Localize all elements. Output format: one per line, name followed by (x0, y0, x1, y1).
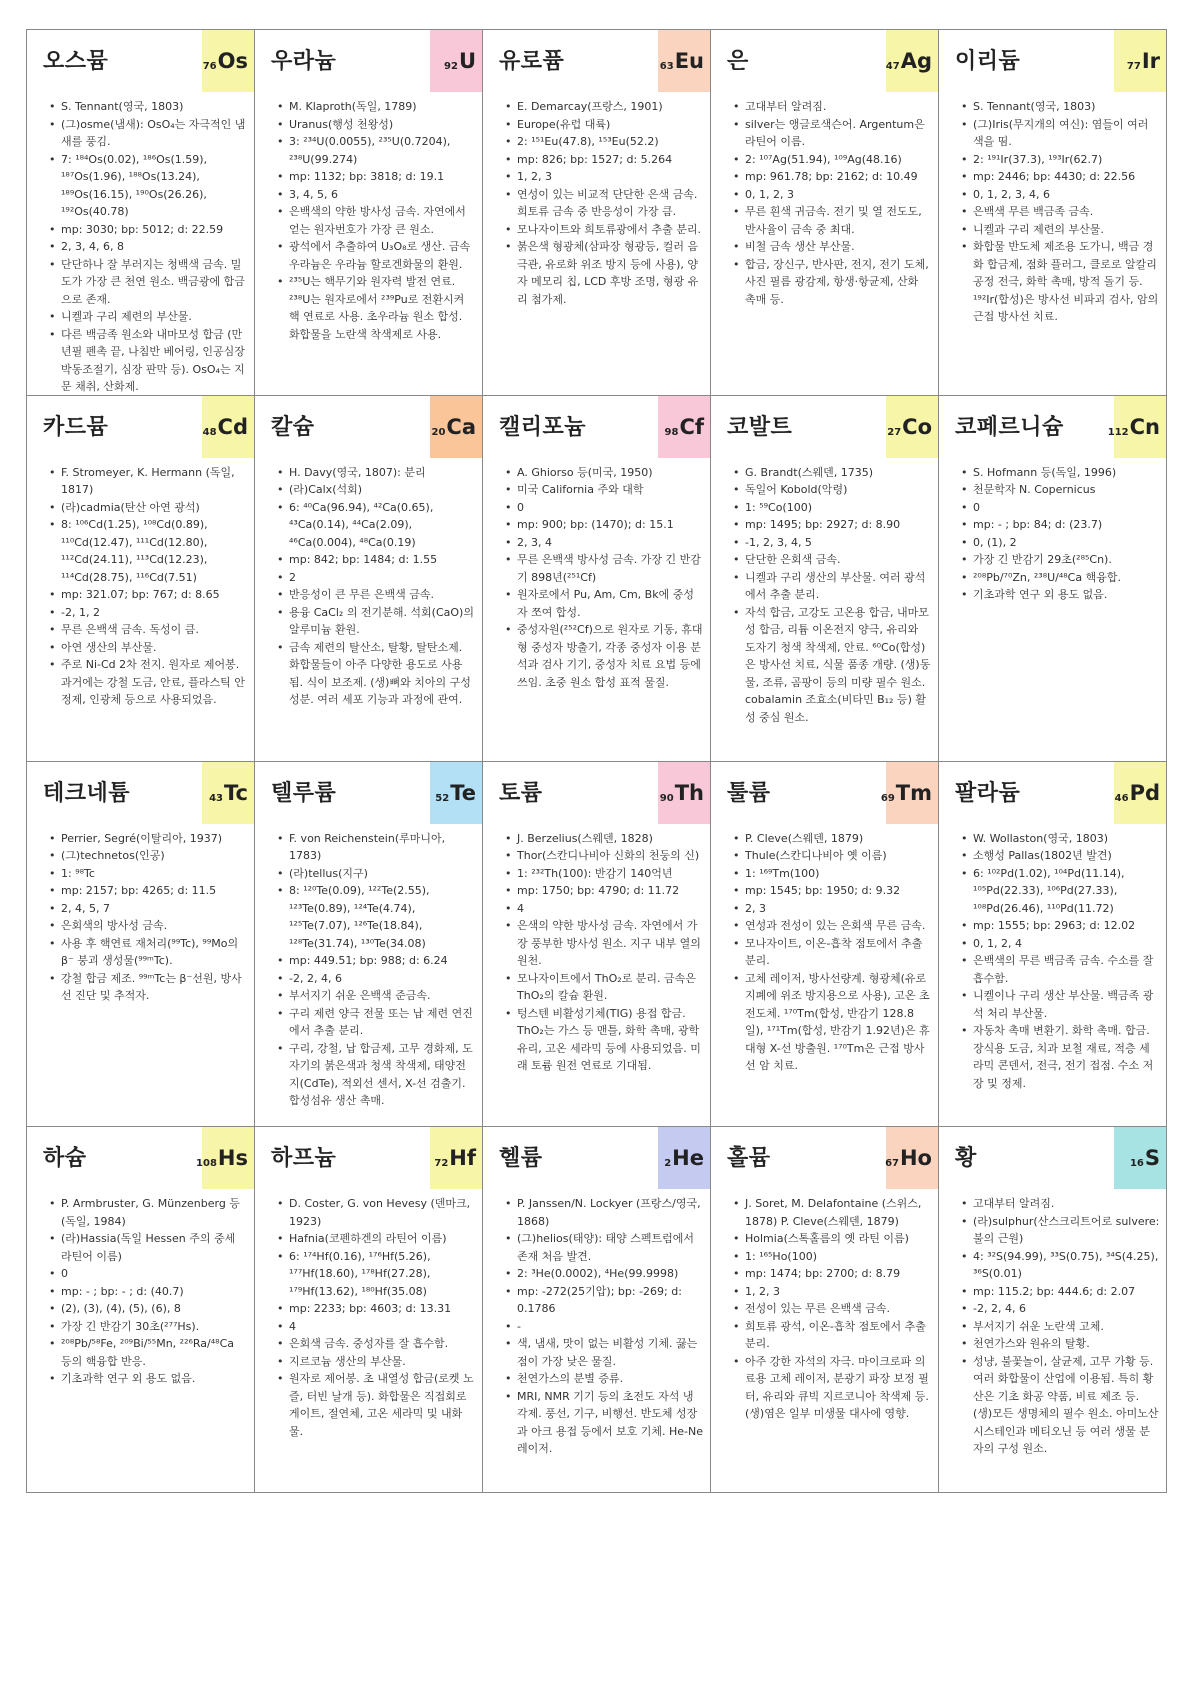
element-fact: • 주로 Ni-Cd 2차 전지. 원자로 제어봉. 과거에는 강철 도금, 안료, 플라스틱 안정제, 인광체 등으로 사용되었음. (49, 656, 248, 709)
element-name: 캘리포늄 (499, 414, 587, 440)
element-fact: • 모나자이트에서 ThO₂로 분리. 금속은 ThO₂의 칼슘 환원. (505, 970, 704, 1005)
element-facts-list (255, 98, 476, 343)
element-facts-list (939, 830, 1160, 1093)
element-fact: • J. Soret, M. Delafontaine (스위스, 1878) P. Cleve(스웨덴, 1879) (733, 1195, 932, 1230)
element-card (939, 1127, 1167, 1493)
element-card (483, 30, 711, 396)
element-fact: • 무른 흰색 귀금속. 전기 및 열 전도도, 반사율이 금속 중 최대. (733, 203, 932, 238)
element-fact: • -2, 2, 4, 6 (277, 970, 476, 988)
element-name: 하프늄 (271, 1146, 337, 1172)
element-fact: • 8: ¹⁰⁶Cd(1.25), ¹⁰⁸Cd(0.89), ¹¹⁰Cd(12.47), ¹¹¹Cd(12.80), ¹¹²Cd(24.11), ¹¹³Cd(12.23), ¹¹⁴Cd(28.75), ¹¹⁶Cd(7.51) (49, 516, 248, 586)
element-fact: • S. Tennant(영국, 1803) (961, 98, 1160, 116)
element-fact: • mp: 321.07; bp: 767; d: 8.65 (49, 586, 248, 604)
element-fact: • 구리, 강철, 납 합금제, 고무 경화제, 도자기의 붉은색과 청색 착색제, 태양전지(CdTe), 적외선 센서, X-선 검출기. 합성섬유 생산 촉매. (277, 1040, 476, 1110)
element-name: 코페르니슘 (955, 414, 1064, 440)
element-symbol: Eu (674, 49, 704, 73)
element-fact: • (라)Hassia(독일 Hessen 주의 중세 라틴어 이름) (49, 1230, 248, 1265)
element-fact: • 부서지기 쉬운 은백색 준금속. (277, 987, 476, 1005)
element-symbol: Pd (1129, 780, 1160, 805)
element-fact: • 사용 후 핵연료 재처리(⁹⁹Tc), ⁹⁹Mo의 β⁻ 붕괴 생성물(⁹⁹ᵐTc). (49, 935, 248, 970)
element-symbol-box (196, 1127, 254, 1189)
element-fact: • mp: 961.78; bp: 2162; d: 10.49 (733, 168, 932, 186)
element-fact: • mp: 842; bp: 1484; d: 1.55 (277, 551, 476, 569)
element-facts-list (27, 1195, 248, 1388)
element-fact: • 고대부터 알려짐. (733, 98, 932, 116)
element-card (255, 396, 483, 762)
element-fact: • mp: 1474; bp: 2700; d: 8.79 (733, 1265, 932, 1283)
atomic-number: 2 (664, 1158, 672, 1170)
element-name: 은 (727, 49, 749, 74)
element-name: 툴륨 (727, 780, 771, 806)
element-symbol: Os (217, 49, 248, 73)
element-fact: • 강철 합금 제조. ⁹⁹ᵐTc는 β⁻선원, 방사선 진단 및 추적자. (49, 970, 248, 1005)
element-fact: • -2, 1, 2 (49, 604, 248, 622)
element-fact: • mp: 2446; bp: 4430; d: 22.56 (961, 168, 1160, 186)
element-symbol-box (658, 396, 710, 458)
element-fact: • 0, 1, 2, 4 (961, 935, 1160, 953)
element-fact: • mp: 1750; bp: 4790; d: 11.72 (505, 882, 704, 900)
element-fact: • (2), (3), (4), (5), (6), 8 (49, 1300, 248, 1318)
element-fact: • S. Hofmann 등(독일, 1996) (961, 464, 1160, 482)
element-symbol: Te (450, 780, 476, 805)
element-fact: • (그)technetos(인공) (49, 847, 248, 865)
element-fact: • M. Klaproth(독일, 1789) (277, 98, 476, 116)
element-symbol-box (658, 1127, 710, 1189)
element-card-grid (26, 29, 1167, 1493)
atomic-number: 27 (887, 426, 902, 438)
element-name: 황 (955, 1146, 977, 1172)
element-fact: • 기초과학 연구 외 용도 없음. (49, 1370, 248, 1388)
element-fact: • 붉은색 형광체(삼파장 형광등, 컬러 음극관, 유로화 위조 방지 등에 사용), 양자 메모리 칩, LCD 후방 조명, 형광 유리 첨가제. (505, 238, 704, 308)
element-fact: • (라)sulphur(산스크리트어로 sulvere: 불의 근원) (961, 1213, 1160, 1248)
element-fact: • 0 (49, 1265, 248, 1283)
element-name: 텔루륨 (271, 780, 337, 806)
element-symbol: Hs (217, 1146, 248, 1171)
element-facts-list (483, 1195, 704, 1458)
element-fact: • 6: ⁴⁰Ca(96.94), ⁴²Ca(0.65), ⁴³Ca(0.14), ⁴⁴Ca(2.09), ⁴⁶Ca(0.004), ⁴⁸Ca(0.19) (277, 499, 476, 552)
element-fact: • 3, 4, 5, 6 (277, 186, 476, 204)
element-fact: • H. Davy(영국, 1807): 분리 (277, 464, 476, 482)
element-symbol: S (1144, 1146, 1160, 1171)
atomic-number: 48 (202, 426, 217, 438)
element-card (483, 762, 711, 1128)
element-fact: • 니켈이나 구리 생산 부산물. 백금족 광석 처리 부산물. (961, 987, 1160, 1022)
element-card (27, 30, 255, 396)
element-symbol: Ca (446, 414, 476, 439)
element-name: 칼슘 (271, 414, 315, 440)
element-fact: • 자석 합금, 고강도 고온용 합금, 내마모성 합금, 리튬 이온전지 양극, 유리와 도자기 청색 착색제, 안료. ⁶⁰Co(합성)은 방사선 치료, 식물 품종 개량. (생)동물, 조류, 곰팡이 등의 미량 필수 원소. cobalamin 조효소(비타민 B₁₂ 등) 활성 중심 원소. (733, 604, 932, 727)
element-fact: • 지르코늄 생산의 부산물. (277, 1353, 476, 1371)
element-symbol-box (886, 30, 938, 92)
element-facts-list (483, 464, 704, 692)
element-fact: • 아주 강한 자석의 자극. 마이크로파 의료용 고체 레이저, 분광기 파장 보정 필터, 유리와 큐빅 지르코니아 착색제 등. (생)염은 일부 미생물 대사에 영향. (733, 1353, 932, 1423)
atomic-number: 92 (444, 61, 458, 72)
element-fact: • (그)helios(태양): 태양 스펙트럼에서 존재 처음 발견. (505, 1230, 704, 1265)
element-facts-list (483, 830, 704, 1075)
element-symbol-box (430, 762, 482, 824)
element-fact: • (그)osme(냄새): OsO₄는 자극적인 냄새를 풍김. (49, 116, 248, 151)
element-facts-list (255, 1195, 476, 1440)
element-facts-list (483, 98, 704, 308)
element-fact: • 4 (277, 1318, 476, 1336)
element-fact: • 비철 금속 생산 부산물. (733, 238, 932, 256)
element-fact: • 원자로 제어봉. 초 내열성 합금(로켓 노즐, 터빈 날개 등). 화합물은 직접회로 게이트, 절연체, 고온 세라믹 및 내화물. (277, 1370, 476, 1440)
element-name: 카드뮴 (43, 414, 109, 440)
element-card (255, 762, 483, 1128)
element-fact: • 모나자이트, 이온-흡착 점토에서 추출 분리. (733, 935, 932, 970)
element-fact: • mp: -272(25기압); bp: -269; d: 0.1786 (505, 1283, 704, 1318)
element-fact: • 1: ⁹⁸Tc (49, 865, 248, 883)
element-fact: • 광석에서 추출하여 U₃O₈로 생산. 금속 우라늄은 우라늄 할로겐화물의 환원. (277, 238, 476, 273)
element-fact: • 6: ¹⁰²Pd(1.02), ¹⁰⁴Pd(11.14), ¹⁰⁵Pd(22.33), ¹⁰⁶Pd(27.33), ¹⁰⁸Pd(26.46), ¹¹⁰Pd(11.72) (961, 865, 1160, 918)
element-fact: • 니켈과 구리 제련의 부산물. (49, 308, 248, 326)
element-fact: • 2: ¹⁹¹Ir(37.3), ¹⁹³Ir(62.7) (961, 151, 1160, 169)
element-fact: • A. Ghiorso 등(미국, 1950) (505, 464, 704, 482)
element-fact: • 색, 냄새, 맛이 없는 비활성 기체. 끓는점이 가장 낮은 물질. (505, 1335, 704, 1370)
element-symbol: Ir (1141, 49, 1160, 73)
element-symbol: Cf (679, 414, 704, 439)
element-fact: • 기초과학 연구 외 용도 없음. (961, 586, 1160, 604)
element-fact: • 2, 3, 4, 6, 8 (49, 238, 248, 256)
element-fact: • silver는 앵글로색슨어. Argentum은 라틴어 이름. (733, 116, 932, 151)
element-fact: • 성냥, 불꽃놀이, 살균제, 고무 가황 등. 여러 화합물이 산업에 이용됨. 특히 황산은 기초 화공 약품, 비료 제조 등. (생)모든 생명체의 필수 원소. 아미노산 시스테인과 메티오닌 등 여러 생물 분자의 구성 원소. (961, 1353, 1160, 1458)
element-fact: • 1: ⁵⁹Co(100) (733, 499, 932, 517)
element-name: 이리듐 (955, 49, 1021, 74)
element-symbol-box (430, 30, 482, 92)
element-fact: • Thor(스칸디나비아 신화의 천둥의 신) (505, 847, 704, 865)
element-fact: • mp: 449.51; bp: 988; d: 6.24 (277, 952, 476, 970)
element-symbol-box (202, 396, 254, 458)
atomic-number: 43 (209, 792, 224, 804)
element-fact: • 아연 생산의 부산물. (49, 639, 248, 657)
element-fact: • 텅스텐 비활성기체(TIG) 용접 합금. ThO₂는 가스 등 맨틀, 화학 촉매, 광학 유리, 고온 세라믹 등에 사용되었음. 미래 토륨 원전 연료로 기대됨. (505, 1005, 704, 1075)
atomic-number: 77 (1126, 61, 1141, 72)
element-fact: • 4 (505, 900, 704, 918)
element-fact: • (그)Iris(무지개의 여신): 염들이 여러 색을 띰. (961, 116, 1160, 151)
element-fact: • Thule(스칸디나비아 옛 이름) (733, 847, 932, 865)
element-symbol-box (880, 762, 938, 824)
element-fact: • F. von Reichenstein(루마니아, 1783) (277, 830, 476, 865)
element-fact: • 화합물 반도체 제조용 도가니, 백금 경화 합금제, 점화 플러그, 클로로 알칼리 공정 전극, 화학 촉매, 방적 돌기 등. ¹⁹²Ir(합성)은 방사선 비파괴 검사, 암의 근접 방사선 치료. (961, 238, 1160, 326)
element-facts-list (939, 1195, 1160, 1458)
element-fact: • P. Cleve(스웨덴, 1879) (733, 830, 932, 848)
element-symbol: Cd (217, 414, 248, 439)
element-card (255, 1127, 483, 1493)
element-fact: • (라)cadmia(탄산 아연 광석) (49, 499, 248, 517)
atomic-number: 72 (434, 1158, 449, 1170)
element-fact: • 0 (961, 499, 1160, 517)
element-fact: • - (505, 1318, 704, 1336)
element-facts-list (939, 464, 1160, 604)
element-fact: • 0, 1, 2, 3 (733, 186, 932, 204)
element-symbol: U (458, 49, 476, 73)
element-symbol-box (658, 30, 710, 92)
element-fact: • 합금, 장신구, 반사판, 전지, 전기 도체, 사진 필름 광감제, 항생·항균제, 산화 촉매 등. (733, 256, 932, 309)
element-fact: • mp: 826; bp: 1527; d: 5.264 (505, 151, 704, 169)
element-fact: • mp: - ; bp: - ; d: (40.7) (49, 1283, 248, 1301)
element-fact: • MRI, NMR 기기 등의 초전도 자석 냉각제. 풍선, 기구, 비행선. 반도체 성장과 아크 용접 등에서 보호 기체. He-Ne 레이저. (505, 1388, 704, 1458)
element-symbol-box (1114, 1127, 1166, 1189)
atomic-number: 112 (1107, 426, 1129, 438)
element-fact: • E. Demarcay(프랑스, 1901) (505, 98, 704, 116)
element-fact: • 금속 제련의 탈산소, 탈황, 탈탄소제. 화합물들이 아주 다양한 용도로 사용됨. 식이 보조제. (생)뼈와 치아의 구성 성분. 여러 세포 기능과 과정에 관여. (277, 639, 476, 709)
element-fact: • 4: ³²S(94.99), ³³S(0.75), ³⁴S(4.25), ³⁶S(0.01) (961, 1248, 1160, 1283)
element-name: 팔라듐 (955, 780, 1021, 806)
element-card (711, 30, 939, 396)
atomic-number: 20 (431, 426, 446, 438)
element-fact: • mp: 1555; bp: 2963; d: 12.02 (961, 917, 1160, 935)
element-name: 오스뮴 (43, 49, 109, 74)
element-fact: • 은백색의 약한 방사성 금속. 자연에서 얻는 원자번호가 가장 큰 원소. (277, 203, 476, 238)
element-fact: • mp: 3030; bp: 5012; d: 22.59 (49, 221, 248, 239)
element-fact: • mp: - ; bp: 84; d: (23.7) (961, 516, 1160, 534)
element-symbol-box (886, 396, 938, 458)
element-fact: • 소행성 Pallas(1802년 발견) (961, 847, 1160, 865)
element-fact: • Holmia(스톡홀름의 옛 라틴 이름) (733, 1230, 932, 1248)
atomic-number: 98 (664, 426, 679, 438)
element-fact: • G. Brandt(스웨덴, 1735) (733, 464, 932, 482)
element-fact: • 2: ³He(0.0002), ⁴He(99.9998) (505, 1265, 704, 1283)
element-fact: • P. Armbruster, G. Münzenberg 등 (독일, 1984) (49, 1195, 248, 1230)
element-fact: • 가장 긴 반감기 29초(²⁸⁵Cn). (961, 551, 1160, 569)
element-symbol-box (658, 762, 710, 824)
element-symbol-box (1107, 396, 1166, 458)
element-name: 하슘 (43, 1146, 87, 1172)
element-card (483, 1127, 711, 1493)
element-fact: • 은회색 금속. 중성자를 잘 흡수함. (277, 1335, 476, 1353)
element-fact: • 은색의 약한 방사성 금속. 자연에서 가장 풍부한 방사성 원소. 지구 내부 열의 원천. (505, 917, 704, 970)
element-card (939, 30, 1167, 396)
element-fact: • 전성이 있는 무른 은백색 금속. (733, 1300, 932, 1318)
element-fact: • 0, (1), 2 (961, 534, 1160, 552)
element-symbol-box (430, 396, 482, 458)
element-symbol: Th (674, 780, 704, 805)
element-fact: • 연성과 전성이 있는 은회색 무른 금속. (733, 917, 932, 935)
element-card (711, 1127, 939, 1493)
element-fact: • 천연가스의 분별 증류. (505, 1370, 704, 1388)
element-fact: • S. Tennant(영국, 1803) (49, 98, 248, 116)
element-fact: • 2 (277, 569, 476, 587)
element-name: 코발트 (727, 414, 793, 440)
element-fact: • 무른 은백색 방사성 금속. 가장 긴 반감기 898년(²⁵¹Cf) (505, 551, 704, 586)
element-fact: • ²⁰⁸Pb/⁵⁸Fe, ²⁰⁹Bi/⁵⁵Mn, ²²⁶Ra/⁴⁸Ca 등의 핵융합 반응. (49, 1335, 248, 1370)
element-card (483, 396, 711, 762)
element-name: 유로퓸 (499, 49, 565, 74)
element-facts-list (711, 1195, 932, 1423)
element-fact: • 니켈과 구리 생산의 부산물. 여러 광석에서 추출 분리. (733, 569, 932, 604)
element-fact: • 단단하나 잘 부러지는 청백색 금속. 밀도가 가장 큰 천연 원소. 백금광에 합금으로 존재. (49, 256, 248, 309)
element-fact: • 독일어 Kobold(악령) (733, 481, 932, 499)
element-fact: • -2, 2, 4, 6 (961, 1300, 1160, 1318)
element-symbol: Hf (449, 1146, 476, 1171)
element-fact: • 천연가스와 원유의 탈황. (961, 1335, 1160, 1353)
atomic-number: 108 (196, 1158, 217, 1170)
element-card (27, 762, 255, 1128)
element-facts-list (27, 830, 248, 1005)
element-facts-list (255, 830, 476, 1110)
element-fact: • 은회색의 방사성 금속. (49, 917, 248, 935)
element-fact: • 2: ¹⁵¹Eu(47.8), ¹⁵³Eu(52.2) (505, 133, 704, 151)
element-fact: • mp: 1545; bp: 1950; d: 9.32 (733, 882, 932, 900)
element-fact: • 모나자이트와 희토류광에서 추출 분리. (505, 221, 704, 239)
element-fact: • 연성이 있는 비교적 단단한 은색 금속. 희토류 금속 중 반응성이 가장 큼. (505, 186, 704, 221)
atomic-number: 76 (202, 61, 217, 72)
element-symbol: Ag (900, 49, 932, 73)
element-symbol-box (886, 1127, 938, 1189)
element-fact: • 무른 은백색 금속. 독성이 큼. (49, 621, 248, 639)
element-fact: • 단단한 은회색 금속. (733, 551, 932, 569)
element-fact: • 희토류 광석, 이온-흡착 점토에서 추출 분리. (733, 1318, 932, 1353)
element-fact: • 반응성이 큰 무른 은백색 금속. (277, 586, 476, 604)
element-fact: • 1: ¹⁶⁵Ho(100) (733, 1248, 932, 1266)
element-facts-list (711, 830, 932, 1075)
element-card (711, 762, 939, 1128)
element-facts-list (939, 98, 1160, 326)
element-fact: • 은백색의 무른 백금족 금속. 수소를 잘 흡수함. (961, 952, 1160, 987)
element-fact: • mp: 900; bp: (1470); d: 15.1 (505, 516, 704, 534)
element-fact: • 1, 2, 3 (733, 1283, 932, 1301)
atomic-number: 52 (435, 792, 450, 804)
element-fact: • 1: ¹⁶⁹Tm(100) (733, 865, 932, 883)
element-fact: • mp: 1132; bp: 3818; d: 19.1 (277, 168, 476, 186)
element-fact: • 천문학자 N. Copernicus (961, 481, 1160, 499)
element-symbol: He (672, 1146, 704, 1171)
element-symbol-box (202, 30, 254, 92)
element-fact: • 고대부터 알려짐. (961, 1195, 1160, 1213)
element-fact: • D. Coster, G. von Hevesy (덴마크, 1923) (277, 1195, 476, 1230)
element-fact: • 다른 백금족 원소와 내마모성 합금 (만년필 펜촉 끝, 나침반 베어링, 인공심장 박동조절기, 심장 판막 등). OsO₄는 지문 채취, 산화제. (49, 326, 248, 396)
element-name: 홀뮴 (727, 1146, 771, 1172)
element-fact: • 6: ¹⁷⁴Hf(0.16), ¹⁷⁶Hf(5.26), ¹⁷⁷Hf(18.60), ¹⁷⁸Hf(27.28), ¹⁷⁹Hf(13.62), ¹⁸⁰Hf(35.08) (277, 1248, 476, 1301)
element-symbol-box (1114, 30, 1166, 92)
element-fact: • 2, 3, 4 (505, 534, 704, 552)
element-fact: • Hafnia(코펜하겐의 라틴어 이름) (277, 1230, 476, 1248)
element-name: 헬륨 (499, 1146, 543, 1172)
element-symbol: Tc (224, 780, 248, 805)
element-fact: • 용융 CaCl₂ 의 전기분해. 석회(CaO)의 알루미늄 환원. (277, 604, 476, 639)
element-fact: • 고체 레이저, 방사선량계. 형광체(유로 지폐에 위조 방지용으로 사용), 고온 초전도체. ¹⁷⁰Tm(합성, 반감기 128.8일), ¹⁷¹Tm(합성, 반감기 1.92년)은 휴대형 X-선 방출원. ¹⁷⁰Tm은 근접 방사선 암 치료. (733, 970, 932, 1075)
element-fact: • 0 (505, 499, 704, 517)
atomic-number: 46 (1114, 792, 1129, 804)
element-fact: • mp: 115.2; bp: 444.6; d: 2.07 (961, 1283, 1160, 1301)
element-symbol: Co (902, 414, 932, 439)
element-symbol-box (430, 1127, 482, 1189)
element-fact: • Uranus(행성 천왕성) (277, 116, 476, 134)
element-name: 우라늄 (271, 49, 337, 74)
element-facts-list (711, 98, 932, 308)
element-card (939, 762, 1167, 1128)
element-fact: • 중성자원(²⁵²Cf)으로 원자로 기동, 휴대형 중성자 방출기, 각종 중성자 이용 분석과 검사 기기, 중성자 치료 요법 등에 쓰임. 초중 원소 합성 표적 물질. (505, 621, 704, 691)
element-fact: • J. Berzelius(스웨덴, 1828) (505, 830, 704, 848)
element-card (27, 396, 255, 762)
element-symbol: Cn (1129, 414, 1160, 439)
element-fact: • 1, 2, 3 (505, 168, 704, 186)
element-fact: • mp: 2233; bp: 4603; d: 13.31 (277, 1300, 476, 1318)
element-fact: • 구리 제련 양극 전물 또는 납 제련 연진에서 추출 분리. (277, 1005, 476, 1040)
atomic-number: 63 (659, 61, 674, 72)
atomic-number: 90 (659, 792, 674, 804)
element-fact: • 0, 1, 2, 3, 4, 6 (961, 186, 1160, 204)
element-fact: • 1: ²³²Th(100): 반감기 140억년 (505, 865, 704, 883)
element-facts-list (711, 464, 932, 727)
element-card (939, 396, 1167, 762)
element-fact: • mp: 1495; bp: 2927; d: 8.90 (733, 516, 932, 534)
element-fact: • Perrier, Segré(이탈리아, 1937) (49, 830, 248, 848)
element-fact: • ²⁰⁸Pb/⁷⁰Zn, ²³⁸U/⁴⁸Ca 핵융합. (961, 569, 1160, 587)
element-fact: • 은백색 무른 백금족 금속. (961, 203, 1160, 221)
element-fact: • 미국 California 주와 대학 (505, 481, 704, 499)
element-fact: • P. Janssen/N. Lockyer (프랑스/영국, 1868) (505, 1195, 704, 1230)
element-fact: • 3: ²³⁴U(0.0055), ²³⁵U(0.7204), ²³⁸U(99.274) (277, 133, 476, 168)
element-fact: • W. Wollaston(영국, 1803) (961, 830, 1160, 848)
element-card (27, 1127, 255, 1493)
element-facts-list (27, 98, 248, 396)
element-fact: • 가장 긴 반감기 30초(²⁷⁷Hs). (49, 1318, 248, 1336)
element-name: 토륨 (499, 780, 543, 806)
element-facts-list (255, 464, 476, 709)
element-fact: • 8: ¹²⁰Te(0.09), ¹²²Te(2.55), ¹²³Te(0.89), ¹²⁴Te(4.74), ¹²⁵Te(7.07), ¹²⁶Te(18.84), ¹²⁸Te(31.74), ¹³⁰Te(34.08) (277, 882, 476, 952)
element-fact: • mp: 2157; bp: 4265; d: 11.5 (49, 882, 248, 900)
element-fact: • 니켈과 구리 제련의 부산물. (961, 221, 1160, 239)
element-fact: • 자동차 촉매 변환기. 화학 촉매. 합금. 장식용 도금, 치과 보철 재료, 적층 세라믹 콘덴서, 전극, 전기 접점. 수소 저장 및 정제. (961, 1022, 1160, 1092)
element-fact: • ²³⁵U는 핵무기와 원자력 발전 연료. ²³⁸U는 원자로에서 ²³⁹Pu로 전환시켜 핵 연료로 사용. 초우라늄 원소 합성. 화합물을 노란색 착색제로 사용. (277, 273, 476, 343)
element-fact: • 7: ¹⁸⁴Os(0.02), ¹⁸⁶Os(1.59), ¹⁸⁷Os(1.96), ¹⁸⁸Os(13.24), ¹⁸⁹Os(16.15), ¹⁹⁰Os(26.26), ¹⁹²Os(40.78) (49, 151, 248, 221)
element-name: 테크네튬 (43, 780, 131, 806)
element-fact: • Europe(유럽 대륙) (505, 116, 704, 134)
element-fact: • (라)tellus(지구) (277, 865, 476, 883)
element-symbol: Tm (895, 780, 932, 805)
atomic-number: 16 (1129, 1158, 1144, 1170)
element-fact: • (라)Calx(석회) (277, 481, 476, 499)
element-fact: • 2, 3 (733, 900, 932, 918)
element-symbol-box (202, 762, 254, 824)
element-fact: • 2, 4, 5, 7 (49, 900, 248, 918)
atomic-number: 67 (885, 1158, 899, 1170)
element-card (711, 396, 939, 762)
element-fact: • 원자로에서 Pu, Am, Cm, Bk에 중성자 쪼여 합성. (505, 586, 704, 621)
element-fact: • F. Stromeyer, K. Hermann (독일, 1817) (49, 464, 248, 499)
element-fact: • -1, 2, 3, 4, 5 (733, 534, 932, 552)
element-fact: • 2: ¹⁰⁷Ag(51.94), ¹⁰⁹Ag(48.16) (733, 151, 932, 169)
element-symbol-box (1114, 762, 1166, 824)
element-fact: • 부서지기 쉬운 노란색 고체. (961, 1318, 1160, 1336)
element-symbol: Ho (899, 1146, 932, 1171)
atomic-number: 69 (880, 792, 895, 804)
atomic-number: 47 (885, 61, 900, 72)
element-card (255, 30, 483, 396)
element-facts-list (27, 464, 248, 709)
